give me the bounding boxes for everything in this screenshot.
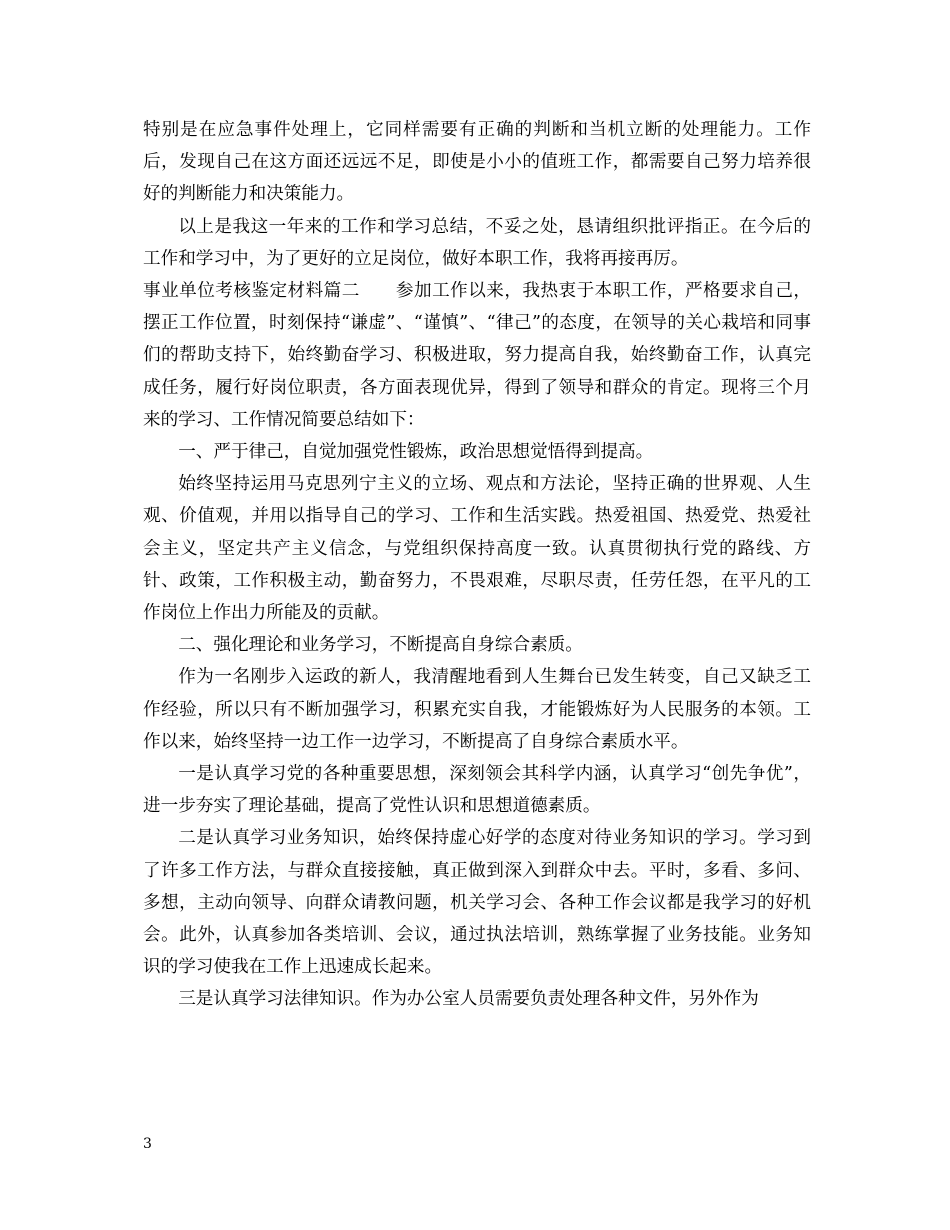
paragraph-8: 一是认真学习党的各种重要思想，深刻领会其科学内涵，认真学习“创先争优”，进一步夯实了理论基础，提高了党性认识和思想道德素质。 [143, 764, 811, 817]
paragraph-7: 作为一名刚步入运政的新人，我清醒地看到人生舞台已发生转变，自己又缺乏工作经验，所以只有不断加强学习，积累充实自我，才能锻炼好为人民服务的本领。工作以来，始终坚持一边工作一边学习，不断提高了自身综合素质水平。 [143, 667, 811, 752]
paragraph-5: 始终坚持运用马克思列宁主义的立场、观点和方法论，坚持正确的世界观、人生观、价值观，并用以指导自己的学习、工作和生活实践。热爱祖国、热爱党、热爱社会主义，坚定共产主义信念，与党组织保持高度一致。认真贯彻执行党的路线、方针、政策，工作积极主动，勤奋努力，不畏艰难，尽职尽责，任劳任怨，在平凡的工作岗位上作出力所能及的贡献。 [143, 474, 811, 624]
document-body [143, 114, 811, 1016]
paragraph-3: 事业单位考核鉴定材料篇二 参加工作以来，我热衷于本职工作，严格要求自己，摆正工作位置，时刻保持“谦虚”、“谨慎”、“律己”的态度，在领导的关心栽培和同事们的帮助支持下，始终勤奋学习、积极进取，努力提高自我，始终勤奋工作，认真完成任务，履行好岗位职责，各方面表现优异，得到了领导和群众的肯定。现将三个月来的学习、工作情况简要总结如下： [143, 281, 811, 430]
page-number: 3 [143, 1136, 152, 1152]
paragraph-10: 三是认真学习法律知识。作为办公室人员需要负责处理各种文件，另外作为 [178, 989, 759, 1010]
section-heading-2: 二、强化理论和业务学习，不断提高自身综合素质。 [178, 635, 583, 656]
paragraph-2: 以上是我这一年来的工作和学习总结，不妥之处，恳请组织批评指正。在今后的工作和学习中，为了更好的立足岗位，做好本职工作，我将再接再厉。 [143, 216, 811, 269]
paragraph-1: 特别是在应急事件处理上，它同样需要有正确的判断和当机立断的处理能力。工作后，发现自己在这方面还远远不足，即使是小小的值班工作，都需要自己努力培养很好的判断能力和决策能力。 [143, 120, 811, 205]
paragraph-9: 二是认真学习业务知识，始终保持虚心好学的态度对待业务知识的学习。学习到了许多工作方法，与群众直接接触，真正做到深入到群众中去。平时，多看、多问、多想，主动向领导、向群众请教问题，机关学习会、各种工作会议都是我学习的好机会。此外，认真参加各类培训、会议，通过执法培训，熟练掌握了业务技能。业务知识的学习使我在工作上迅速成长起来。 [143, 828, 811, 978]
section-heading-1: 一、严于律己，自觉加强党性锻炼，政治思想觉悟得到提高。 [178, 442, 654, 463]
